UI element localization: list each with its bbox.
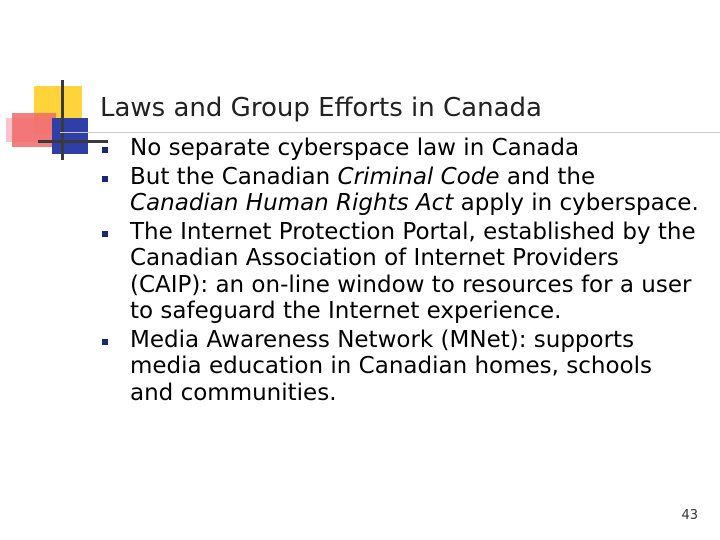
bullet-square-icon <box>102 339 108 345</box>
bullet-square-icon <box>102 176 108 182</box>
logo-blue-square <box>52 118 88 154</box>
slide-title: Laws and Group Efforts in Canada <box>100 93 542 123</box>
bullet-item <box>102 327 702 407</box>
page-number: 43 <box>681 508 698 523</box>
bullet-list <box>102 135 702 406</box>
bullet-text-post: apply in cyberspace. <box>453 190 699 216</box>
bullet-square-icon <box>102 231 108 237</box>
logo-vertical-line <box>61 80 64 160</box>
logo-horizontal-line <box>38 140 108 143</box>
bullet-item <box>102 135 702 162</box>
criminal-code-italic: Criminal Code <box>337 163 500 190</box>
bullet-text-mid: and the <box>499 163 596 190</box>
bullet-item <box>102 219 702 325</box>
human-rights-act-italic: Canadian Human Rights Act <box>130 190 454 216</box>
bullet-square-icon <box>102 147 108 153</box>
bullet-text: Media Awareness Network (MNet): supports media education in Canadian homes, schools and communities. <box>130 326 652 406</box>
corner-logo <box>0 0 110 170</box>
bullet-text: The Internet Protection Portal, established by the Canadian Association of Internet Providers (CAIP): an on-line window to resources for a user to safeguard the Internet experience. <box>130 218 696 324</box>
bullet-text: No separate cyberspace law in Canada <box>130 135 580 161</box>
bullet-text-pre: But the Canadian <box>130 163 338 190</box>
title-divider <box>60 132 720 133</box>
bullet-item <box>102 164 702 217</box>
